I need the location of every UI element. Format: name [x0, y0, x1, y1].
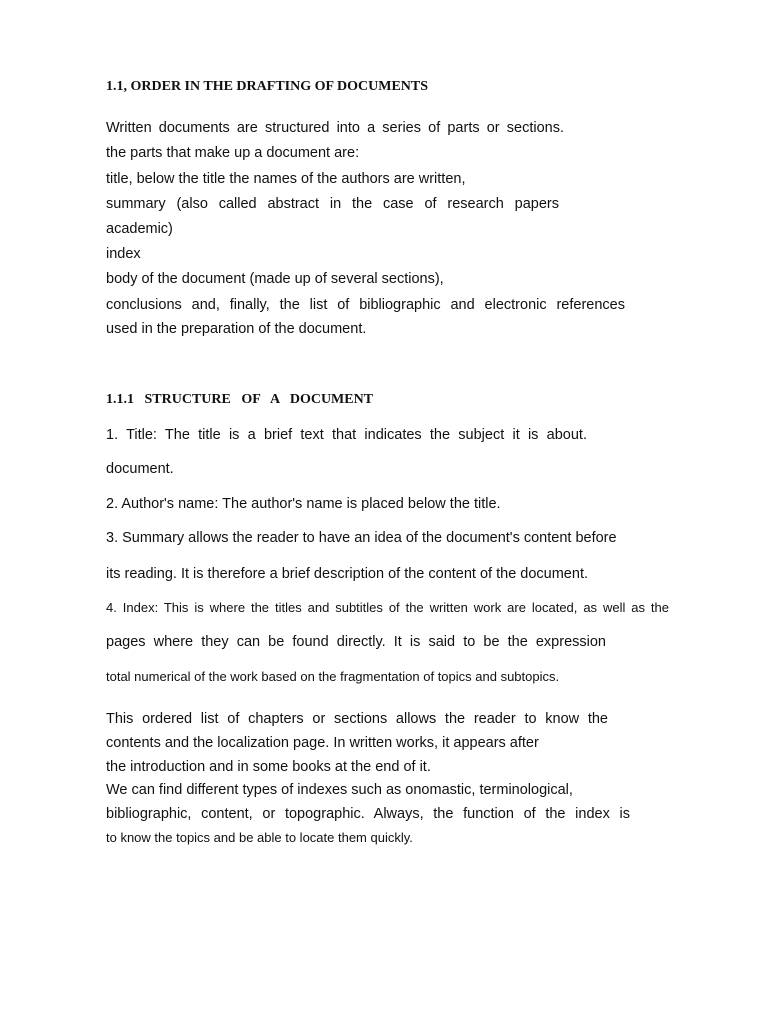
paragraph-line: This ordered list of chapters or sections allows the reader to know the [106, 711, 608, 727]
paragraph-line: Written documents are structured into a series of parts or sections. [106, 120, 564, 136]
paragraph-line: document. [106, 461, 174, 477]
paragraph-line: academic) [106, 221, 173, 237]
paragraph-line: used in the preparation of the document. [106, 321, 367, 337]
paragraph-line: index [106, 246, 141, 262]
section-heading-structure: 1.1.1 STRUCTURE OF A DOCUMENT [106, 392, 374, 407]
paragraph-line: 2. Author's name: The author's name is placed below the title. [106, 496, 501, 512]
paragraph-line: conclusions and, finally, the list of bibliographic and electronic references [106, 297, 625, 313]
paragraph-line: summary (also called abstract in the case of research papers [106, 196, 559, 212]
paragraph-line: 1. Title: The title is a brief text that indicates the subject it is about. [106, 427, 587, 443]
paragraph-line: title, below the title the names of the authors are written, [106, 171, 466, 187]
paragraph-line: its reading. It is therefore a brief description of the content of the document. [106, 566, 588, 582]
section-heading-order-drafting: 1.1, ORDER IN THE DRAFTING OF DOCUMENTS [106, 79, 429, 94]
paragraph-line: We can find different types of indexes such as onomastic, terminological, [106, 782, 573, 798]
paragraph-line: 3. Summary allows the reader to have an idea of the document's content before [106, 530, 617, 546]
paragraph-line: pages where they can be found directly. It is said to be the expression [106, 634, 606, 650]
paragraph-line: the parts that make up a document are: [106, 145, 360, 161]
paragraph-line: the introduction and in some books at the end of it. [106, 759, 431, 775]
paragraph-line: total numerical of the work based on the fragmentation of topics and subtopics. [106, 669, 560, 684]
paragraph-line: to know the topics and be able to locate them quickly. [106, 830, 413, 845]
paragraph-line: 4. Index: This is where the titles and subtitles of the written work are located, as well as the [106, 600, 669, 615]
paragraph-line: bibliographic, content, or topographic. Always, the function of the index is [106, 806, 630, 822]
paragraph-line: body of the document (made up of several sections), [106, 271, 444, 287]
paragraph-line: contents and the localization page. In written works, it appears after [106, 735, 539, 751]
